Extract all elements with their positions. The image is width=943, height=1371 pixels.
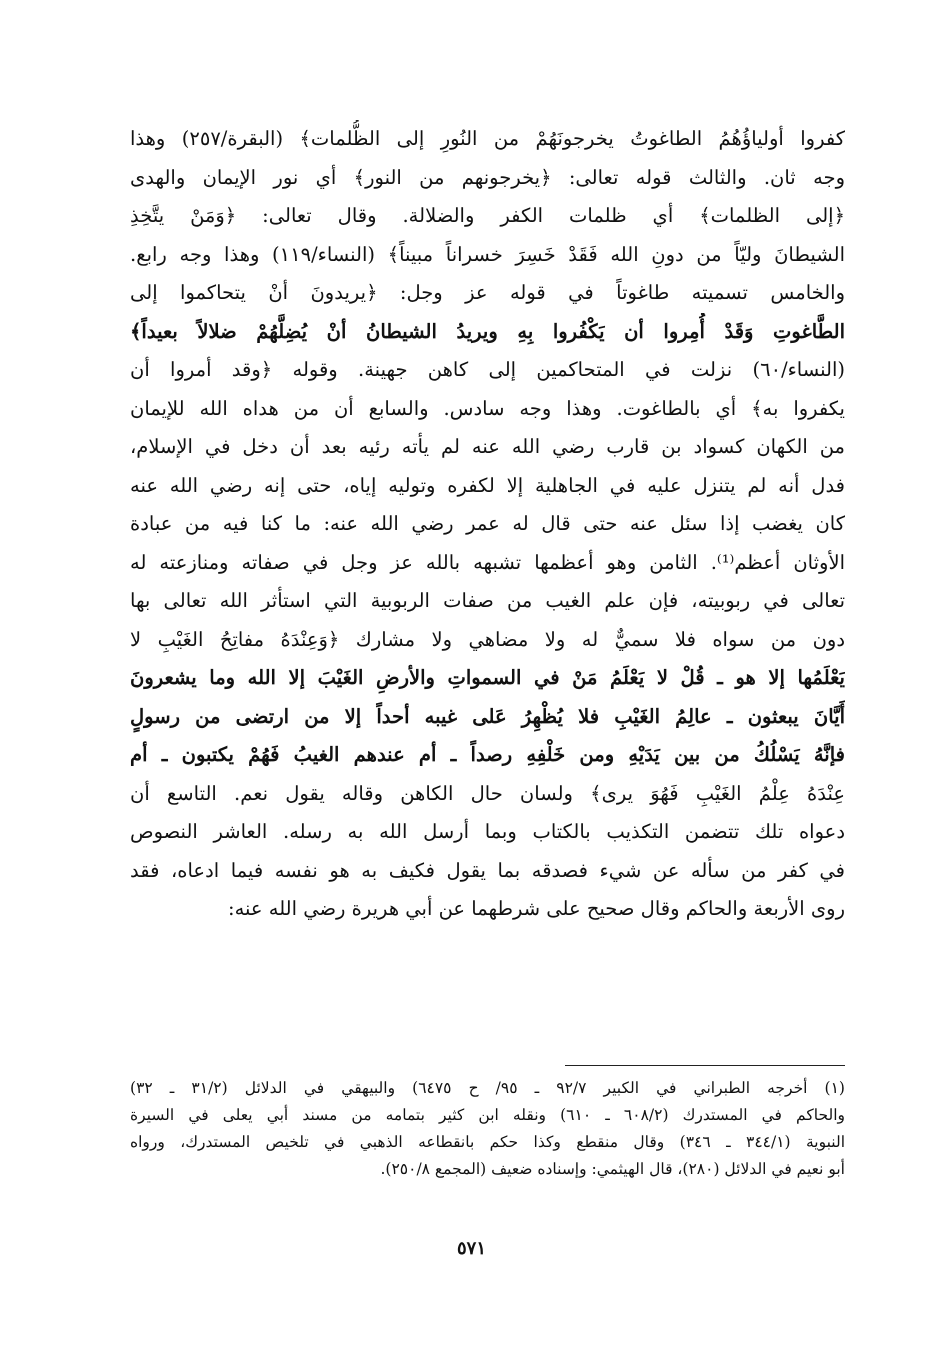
footnotes [130,1075,845,1183]
footnote-line: النبوية (٣٤٤/١ ـ ٣٤٦) وقال منقطع وكذا حكم بانقطاعه الذهبي في تلخيص المستدرك، ورواه [130,1133,845,1151]
body-line: والخامس تسميته طاغوتاً في قوله عز وجل: ﴿يريدونَ أنْ يتحاكموا إلى [130,281,845,304]
body-line: فدل أنه لم يتنزل عليه في الجاهلية إلا لكفره وتوليه إياه، حتى إنه رضي الله عنه [130,473,845,497]
body-line: دعواه تلك تتضمن التكذيب بالكتاب وبما أرسل الله به رسله. العاشر النصوص [130,820,845,843]
body-line: فإنَّهُ يَسْلُكُ من بين يَدَيْهِ ومن خَلْفِهِ رصداً ـ أم عندهم الغيبُ فَهُمْ يكتبون ـ أم [130,743,845,766]
body-line: (النساء/٦٠) نزلت في المتحاكمين إلى كاهن جهينة. وقوله ﴿وقد أمروا أن [130,358,845,381]
body-line: يكفروا به﴾ أي بالطاغوت. وهذا وجه سادس. والسابع أن من هداه الله للإيمان [130,396,845,420]
body-line: ﴿إلى الظلمات﴾ أي ظلمات الكفر والضلالة. وقال تعالى: ﴿وَمَنْ يتَّخِذِ [130,204,845,227]
body-line: أَيَّانَ يبعثون ـ عالِمُ الغَيْبِ فلا يُظْهِرُ عَلى غيبه أحداً إلا من ارتضى من رسولٍ [130,704,845,728]
body-line: يَعْلَمُها إلا هو ـ قُلْ لا يَعْلَمُ مَنْ في السمواتِ والأرضِ الغَيْبَ إلا الله وما يشعرونَ [130,666,845,689]
body-line: الأوثان أعظم⁽¹⁾. الثامن وهو أعظمها تشبهه بالله عز وجل في صفاته ومنازعته له [130,550,845,574]
body-line: تعالى في ربوبيته، فإن علم الغيب من صفات الربوبية التي استأثر الله تعالى بها [130,589,845,612]
body-text [130,120,845,929]
footnote-line: أبو نعيم في الدلائل (٢٨٠)، قال الهيثمي: وإسناده ضعيف (المجمع ٢٥٠/٨). [380,1160,845,1178]
page-number: ٥٧١ [456,1238,486,1259]
body-line: من الكهان كسواد بن قارب رضي الله عنه لم يأته رئيه بعد أن دخل في الإسلام، [130,435,845,458]
body-line: كفروا أولياؤُهُمُ الطاغوتُ يخرجونَهُمْ من النُورِ إلى الظُّلمات﴾ (البقرة/٢٥٧) وهذا [130,127,845,150]
footnote-line: (١) أخرجه الطبراني في الكبير ٩٢/٧ ـ ٩٥/ ح ٦٤٧٥) والبيهقي في الدلائل (٣١/٢ ـ ٣٢) [130,1079,845,1097]
footnote-line: والحاكم في المستدرك (٦٠٨/٢ ـ ٦١٠) ونقله ابن كثير بتمامه من مسند أبي يعلى في السيرة [130,1106,845,1124]
body-line: في كفر من سأله عن شيء فصدقه بما يقول فكيف به هو نفسه فيما ادعاه، فقد [130,858,845,882]
body-line: الطَّاغوتِ وَقَدْ أُمِروا أن يَكْفُروا بِهِ ويريدُ الشيطانُ أنْ يُضِلَّهُمْ ضلالاً بعيداً﴾ [130,319,845,343]
body-line: كان يغضب إذا سئل عنه حتى قال له عمر رضي الله عنه: ما كنا فيه من عبادة [130,512,845,535]
body-line: روى الأربعة والحاكم وقال صحيح على شرطهما عن أبي هريرة رضي الله عنه: [228,897,845,920]
body-line: وجه ثان. والثالث قوله تعالى: ﴿يخرجونهم من النور﴾ أي نور الإيمان والهدى [130,165,845,189]
body-line: عِنْدَهُ عِلْمُ الغَيْبِ فَهُوَ يرى﴾ ولسان حال الكاهن وقاله يقول نعم. التاسع أن [130,781,845,805]
body-line: الشيطانَ وليّاً من دونِ الله فَقَدْ خَسِرَ خسراناً مبيناً﴾ (النساء/١١٩) وهذا وجه رابع. [130,242,845,266]
footnote-divider [565,1065,845,1066]
body-line: دون من سواه فلا سميٌّ له ولا مضاهي ولا مشارك ﴿وَعِنْدَهُ مفاتِحُ الغَيْبِ لا [130,627,845,651]
